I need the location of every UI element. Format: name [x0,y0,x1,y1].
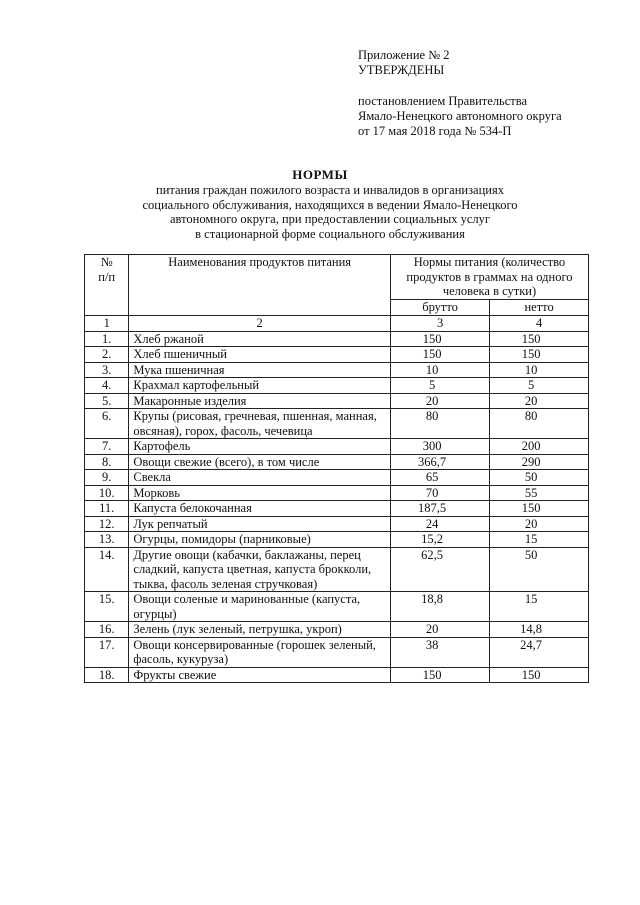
row-number: 12. [85,516,129,532]
row-product-name: Овощи свежие (всего), в том числе [129,454,391,470]
row-number: 16. [85,622,129,638]
row-gross: 150 [390,347,489,363]
row-product-name: Макаронные изделия [129,393,391,409]
row-net: 20 [490,516,589,532]
row-gross: 70 [390,485,489,501]
row-gross: 187,5 [390,501,489,517]
column-index: 3 [390,316,489,332]
row-gross: 65 [390,470,489,486]
row-net: 15 [490,532,589,548]
header-norms: Нормы питания (количество продуктов в граммах на одного человека в сутки) [390,255,588,300]
table-row [85,470,589,486]
row-net: 150 [490,347,589,363]
table-row [85,516,589,532]
subtitle-line: в стационарной форме социального обслуживания [195,226,465,241]
document-title: НОРМЫ [292,167,348,182]
row-number: 11. [85,501,129,517]
row-gross: 300 [390,439,489,455]
row-gross: 150 [390,667,489,683]
table-row [85,592,589,622]
table-row [85,393,589,409]
header-net: нетто [490,300,589,316]
table-row [85,454,589,470]
row-gross: 20 [390,393,489,409]
row-net: 150 [490,331,589,347]
row-number: 10. [85,485,129,501]
row-number: 5. [85,393,129,409]
table-row [85,637,589,667]
row-number: 4. [85,378,129,394]
table-row [85,532,589,548]
resolution-line: постановлением Правительства [358,94,528,108]
row-product-name: Мука пшеничная [129,362,391,378]
row-number: 2. [85,347,129,363]
row-net: 290 [490,454,589,470]
row-gross: 5 [390,378,489,394]
row-product-name: Крупы (рисовая, гречневая, пшенная, манная, овсяная), горох, фасоль, чечевица [129,409,391,439]
document-subtitle [110,183,550,241]
table-row [85,331,589,347]
row-product-name: Свекла [129,470,391,486]
row-product-name: Овощи консервированные (горошек зеленый, фасоль, кукуруза) [129,637,391,667]
row-net: 200 [490,439,589,455]
appendix-number: Приложение № 2 [358,48,450,62]
row-product-name: Хлеб пшеничный [129,347,391,363]
row-net: 50 [490,470,589,486]
row-gross: 20 [390,622,489,638]
resolution-date: от 17 мая 2018 года № 534-П [358,124,512,138]
row-number: 7. [85,439,129,455]
row-gross: 38 [390,637,489,667]
row-net: 150 [490,501,589,517]
row-gross: 18,8 [390,592,489,622]
subtitle-line: автономного округа, при предоставлении социальных услуг [169,212,491,226]
header-product-name: Наименования продуктов питания [129,255,391,316]
header-gross: брутто [390,300,489,316]
norms-table [84,254,589,683]
row-net: 14,8 [490,622,589,638]
row-number: 6. [85,409,129,439]
row-gross: 10 [390,362,489,378]
approval-block [358,48,562,139]
row-number: 14. [85,547,129,592]
row-gross: 366,7 [390,454,489,470]
table-row [85,409,589,439]
row-number: 13. [85,532,129,548]
row-product-name: Лук репчатый [129,516,391,532]
row-gross: 24 [390,516,489,532]
column-index: 2 [129,316,391,332]
row-number: 1. [85,331,129,347]
header-number-abbr: п/п [98,269,116,284]
column-index: 4 [490,316,589,332]
row-number: 18. [85,667,129,683]
header-number-symbol: № [100,255,113,269]
row-net: 55 [490,485,589,501]
row-net: 15 [490,592,589,622]
table-row [85,347,589,363]
row-product-name: Морковь [129,485,391,501]
row-net: 50 [490,547,589,592]
row-net: 24,7 [490,637,589,667]
table-row [85,378,589,394]
row-number: 8. [85,454,129,470]
row-product-name: Другие овощи (кабачки, баклажаны, перец сладкий, капуста цветная, капуста брокколи, тыква, фасоль зеленая стручковая) [129,547,391,592]
authority-line: Ямало-Ненецкого автономного округа [358,109,562,123]
subtitle-line: социального обслуживания, находящихся в ведении Ямало-Ненецкого [142,197,518,212]
table-row [85,439,589,455]
row-net: 150 [490,667,589,683]
approved-label: УТВЕРЖДЕНЫ [358,63,445,77]
table-row [85,485,589,501]
row-product-name: Крахмал картофельный [129,378,391,394]
column-index: 1 [85,316,129,332]
table-row [85,501,589,517]
row-product-name: Фрукты свежие [129,667,391,683]
table-row [85,362,589,378]
row-gross: 80 [390,409,489,439]
row-product-name: Капуста белокочанная [129,501,391,517]
row-gross: 15,2 [390,532,489,548]
row-number: 3. [85,362,129,378]
header-number [85,255,129,316]
row-product-name: Овощи соленые и маринованные (капуста, огурцы) [129,592,391,622]
row-product-name: Зелень (лук зеленый, петрушка, укроп) [129,622,391,638]
row-gross: 150 [390,331,489,347]
row-gross: 62,5 [390,547,489,592]
row-product-name: Огурцы, помидоры (парниковые) [129,532,391,548]
row-number: 15. [85,592,129,622]
row-net: 20 [490,393,589,409]
row-product-name: Хлеб ржаной [129,331,391,347]
row-number: 17. [85,637,129,667]
row-product-name: Картофель [129,439,391,455]
subtitle-line: питания граждан пожилого возраста и инвалидов в организациях [156,183,504,197]
table-row [85,622,589,638]
row-net: 80 [490,409,589,439]
row-net: 10 [490,362,589,378]
table-row [85,547,589,592]
table-row [85,667,589,683]
row-net: 5 [490,378,589,394]
row-number: 9. [85,470,129,486]
